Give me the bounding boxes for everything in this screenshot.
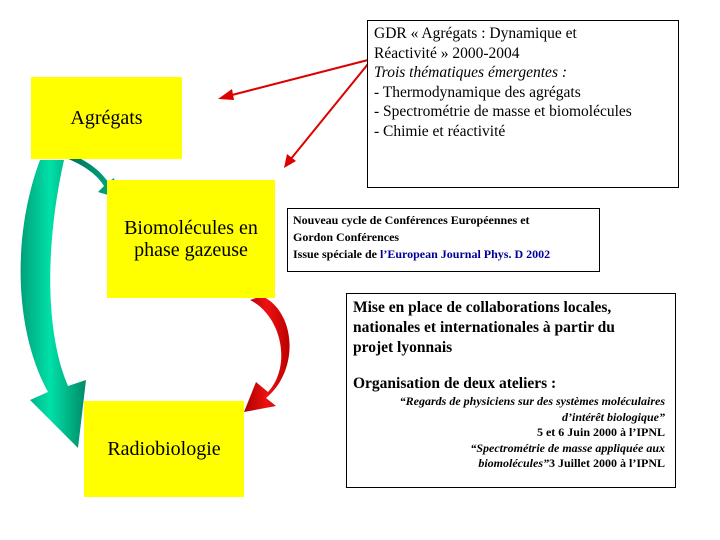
gdr-item-1: - Thermodynamique des agrégats (374, 83, 581, 101)
conferences-line2: Gordon Conférences (293, 230, 400, 244)
collaborations-line3: projet lyonnais (353, 339, 453, 356)
radiobiologie-label: Radiobiologie (107, 438, 221, 460)
agregats-box (31, 77, 182, 159)
gdr-item-3: - Chimie et réactivité (374, 122, 506, 140)
red-curved-arrow (244, 296, 290, 412)
conferences-box (287, 208, 600, 272)
biomolecules-label (124, 217, 258, 261)
radiobiologie-box (84, 401, 244, 497)
collaborations-line2: nationales et internationales à partir du (353, 319, 615, 336)
collaborations-text (353, 298, 669, 358)
conferences-journal: l’European Journal Phys. D 2002 (380, 247, 551, 261)
workshop2-title-line2: biomolécules” (478, 456, 549, 470)
teal-curved-arrow (21, 160, 86, 448)
conferences-line3 (293, 246, 594, 263)
gdr-title-line1: GDR « Agrégats : Dynamique et (374, 25, 577, 42)
collaborations-box (346, 293, 676, 488)
workshop2-title-line1: “Spectrométrie de masse appliquée aux (470, 440, 665, 455)
gdr-title-line2: Réactivité » 2000-2004 (374, 44, 520, 62)
biomolecules-box (107, 180, 275, 298)
workshop1-title-line2: d’intérêt biologique” (562, 409, 665, 424)
workshop1-date: 5 et 6 Juin 2000 à l’IPNL (536, 425, 665, 439)
gdr-item-2: - Spectrométrie de masse et biomolécules (374, 103, 632, 120)
biomolecules-label-line1: Biomolécules en (124, 217, 258, 239)
gdr-pointer-arrowhead-1 (218, 89, 234, 100)
gdr-pointer-arrow-2 (290, 64, 368, 160)
workshop2-title-line2-row (353, 456, 665, 472)
workshop1-title-line1: “Regards de physiciens sur des systèmes moléculaires (399, 394, 665, 408)
collaborations-line1: Mise en place de collaborations locales, (353, 299, 612, 316)
conferences-line1: Nouveau cycle de Conférences Européennes et (293, 213, 530, 227)
gdr-info-box (367, 20, 679, 188)
workshop2-date: 3 Juillet 2000 à l’IPNL (549, 456, 665, 470)
conferences-issue-prefix: Issue spéciale de (293, 247, 380, 261)
agregats-label: Agrégats (70, 107, 143, 129)
gdr-subtitle: Trois thématiques émergentes : (374, 64, 568, 81)
workshops-list (353, 394, 669, 472)
biomolecules-label-line2: phase gazeuse (134, 239, 248, 261)
ateliers-title: Organisation de deux ateliers : (353, 375, 557, 392)
